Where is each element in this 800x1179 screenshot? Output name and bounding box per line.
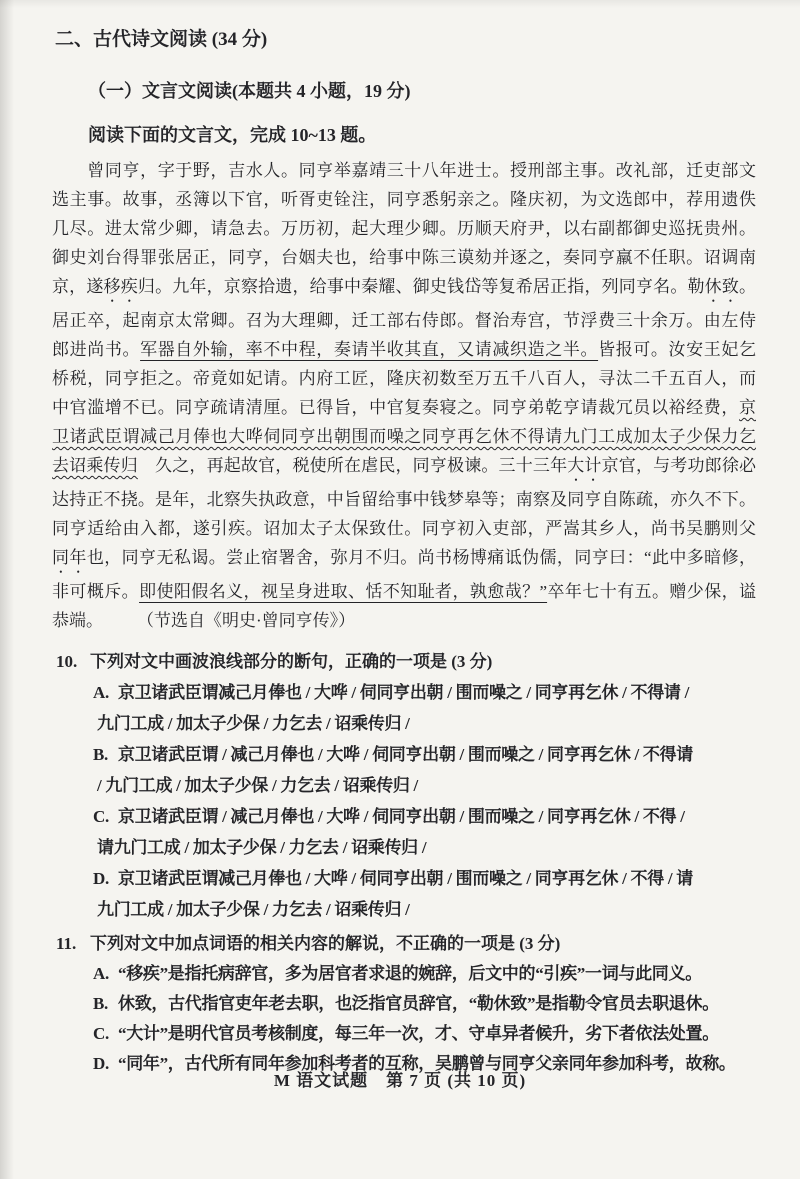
option-text: 京卫诸武臣谓 / 减己月俸也 / 大哗 / 伺同亨出朝 / 围而噪之 / 同亨再乞休 / 不得请 bbox=[118, 745, 693, 764]
option-text: 休致，古代指官吏年老去职，也泛指官员辞官，“勒休致”是指勒令官员去职退休。 bbox=[118, 994, 719, 1013]
option-label: A. bbox=[93, 683, 109, 702]
option-line bbox=[0, 959, 800, 989]
option-B bbox=[0, 739, 800, 801]
wavy-underlined-text: 京 bbox=[739, 398, 756, 417]
option-line: 九门工成 / 加太子少保 / 力乞去 / 诏乘传归 / bbox=[97, 714, 410, 733]
passage-segment: 几尽。进太常少卿，请急去。万历初，起大理少卿。历顺天府尹，以右副都御史巡抚贵州。 bbox=[52, 219, 756, 238]
underlined-text: 即使阳假名义，视呈身进取、恬不知耻者，孰愈哉？” bbox=[139, 582, 548, 601]
passage-line bbox=[52, 606, 756, 635]
passage-line bbox=[52, 422, 756, 451]
passage-line bbox=[52, 577, 756, 606]
option-text: 京卫诸武臣谓减己月俸也 / 大哗 / 伺同亨出朝 / 围而噪之 / 同亨再乞休 / 不得 / 请 bbox=[118, 869, 693, 888]
question-stem: 下列对文中画波浪线部分的断句，正确的一项是 (3 分) bbox=[90, 652, 493, 671]
option-D bbox=[0, 863, 800, 925]
passage-segment: 卒年七十有五。赠少保，谥 bbox=[547, 582, 757, 601]
question-stem: 下列对文中加点词语的相关内容的解说，不正确的一项是 (3 分) bbox=[90, 934, 561, 953]
option-C bbox=[0, 1019, 800, 1049]
option-label: B. bbox=[93, 994, 108, 1013]
passage-segment: 桥税，同亨拒之。帝竟如妃请。内府工匠，隆庆初数至万五千八百人，寻汰二千五百人，而 bbox=[52, 369, 756, 388]
option-line: / 九门工成 / 加太子少保 / 力乞去 / 诏乘传归 / bbox=[97, 776, 418, 795]
option-label: D. bbox=[93, 869, 109, 888]
passage-segment: 同亨适给由入都，遂引疾。诏加太子太保致仕。同亨初入吏部，严嵩其乡人，尚书吴鹏则父 bbox=[52, 519, 756, 538]
passage-segment: 皆报可。汝安王妃乞 bbox=[598, 340, 757, 359]
question-number: 11. bbox=[56, 934, 77, 953]
page-footer: M 语文试题 第 7 页 (共 10 页) bbox=[273, 1071, 527, 1090]
option-label: A. bbox=[93, 964, 109, 983]
option-line: 请九门工成 / 加太子少保 / 力乞去 / 诏乘传归 / bbox=[97, 838, 427, 857]
passage-segment: 恭端。 （节选自《明史·曾同亨传》） bbox=[52, 611, 356, 630]
question-11 bbox=[0, 929, 800, 1079]
passage-line bbox=[52, 306, 756, 335]
option-line bbox=[0, 801, 800, 832]
passage-segment: 归。九年，京察拾遗，给事中秦耀、御史钱岱等复希居正指，列同亨名。勒 bbox=[137, 277, 705, 296]
option-A bbox=[0, 959, 800, 989]
passage-segment: 选主事。故事，丞簿以下官，听胥吏铨注，同亨悉躬亲之。隆庆初，为文选郎中，荐用遗佚 bbox=[52, 190, 756, 209]
wavy-underlined-text: 去诏乘传归 bbox=[52, 456, 138, 475]
question-10 bbox=[0, 647, 800, 925]
passage-segment: 居正卒，起南京太常卿。召为大理卿，迁工部右侍郎。督治寿宫，节浮费三十余万。由左侍 bbox=[52, 311, 756, 330]
passage-segment: 京官，与考功郎徐必 bbox=[601, 456, 757, 475]
passage-line bbox=[52, 185, 756, 214]
dotted-emphasis-text: 移疾 bbox=[103, 277, 138, 296]
passage-line bbox=[52, 272, 756, 306]
option-label: D. bbox=[93, 1054, 109, 1073]
passage-line bbox=[52, 335, 756, 364]
option-text: “大计”是明代官员考核制度，每三年一次，才、守卓异者候升，劣下者依法处置。 bbox=[118, 1024, 719, 1043]
question-number: 10. bbox=[56, 652, 78, 671]
option-label: C. bbox=[93, 807, 109, 826]
section-title: 二、古代诗文阅读 (34 分) bbox=[55, 29, 268, 50]
passage-line bbox=[52, 543, 756, 577]
passage-segment: 曾同亨，字于野，吉水人。同亨举嘉靖三十八年进士。授刑部主事。改礼部，迁吏部文 bbox=[52, 161, 756, 180]
option-line bbox=[0, 739, 800, 770]
passage-line bbox=[52, 451, 756, 485]
underlined-text: 军器自外输，率不中程，奏请半收其直，又请减织造之半。 bbox=[140, 340, 599, 359]
option-text: “移疾”是指托病辞官，多为居官者求退的婉辞，后文中的“引疾”一词与此同义。 bbox=[118, 964, 702, 983]
passage-text bbox=[52, 156, 756, 635]
passage-line bbox=[52, 364, 756, 393]
option-line: 九门工成 / 加太子少保 / 力乞去 / 诏乘传归 / bbox=[97, 900, 410, 919]
option-line bbox=[0, 1019, 800, 1049]
question-stem-row bbox=[0, 647, 800, 677]
passage-segment: 京，遂 bbox=[52, 277, 104, 296]
option-text: 京卫诸武臣谓 / 减己月俸也 / 大哗 / 伺同亨出朝 / 围而噪之 / 同亨再乞休 / 不得 / bbox=[118, 807, 685, 826]
passage-segment: 非可概斥。 bbox=[52, 582, 140, 601]
option-line bbox=[0, 989, 800, 1019]
passage-line bbox=[52, 243, 756, 272]
option-label: C. bbox=[93, 1024, 109, 1043]
option-A bbox=[0, 677, 800, 739]
option-C bbox=[0, 801, 800, 863]
passage-line bbox=[52, 156, 756, 185]
dotted-emphasis-text: 大计 bbox=[567, 456, 602, 475]
passage-segment: 久之，再起故官，税使所在虐民，同亨极谏。三十三年 bbox=[137, 456, 568, 475]
passage-intro: 阅读下面的文言文，完成 10~13 题。 bbox=[88, 125, 377, 145]
passage-segment: 达持正不挠。是年，北察失执政意，中旨留给事中钱梦皋等；南察及同亨自陈疏，亦久不下。 bbox=[52, 490, 756, 509]
option-label: B. bbox=[93, 745, 108, 764]
passage-segment: 郎进尚书。 bbox=[52, 340, 141, 359]
passage-line bbox=[52, 514, 756, 543]
wavy-underlined-text: 卫诸武臣谓减己月俸也大哗伺同亨出朝围而噪之同亨再乞休不得请九门工成加太子少保力乞 bbox=[52, 427, 756, 446]
question-stem-row bbox=[0, 929, 800, 959]
passage-segment: 御史刘台得罪张居正，同亨，台姻夫也，给事中陈三谟劾并逐之，奏同亨羸不任职。诏调南 bbox=[52, 248, 756, 267]
passage-line bbox=[52, 393, 756, 422]
option-line bbox=[0, 677, 800, 708]
option-text: 京卫诸武臣谓减己月俸也 / 大哗 / 伺同亨出朝 / 围而噪之 / 同亨再乞休 / 不得请 / bbox=[118, 683, 689, 702]
passage-segment: 中官滥增不已。同亨疏请清厘。已得旨，中官复奏寝之。同亨弟乾亨请裁冗员以裕经费， bbox=[52, 398, 739, 417]
option-text: “同年”，古代所有同年参加科考者的互称，吴鹏曾与同亨父亲同年参加科考，故称。 bbox=[118, 1054, 736, 1073]
dotted-emphasis-text: 同年 bbox=[52, 548, 87, 567]
passage-line bbox=[52, 214, 756, 243]
passage-segment: 。 bbox=[739, 277, 757, 296]
option-line bbox=[0, 863, 800, 894]
option-B bbox=[0, 989, 800, 1019]
questions bbox=[0, 647, 800, 1079]
passage-segment: 也，同亨无私谒。尝止宿署舍，弥月不归。尚书杨博痛诋伪儒，同亨曰：“此中多暗修， bbox=[86, 548, 757, 567]
passage-line bbox=[52, 485, 756, 514]
subsection-title: （一）文言文阅读(本题共 4 小题，19 分) bbox=[88, 81, 411, 101]
dotted-emphasis-text: 休致 bbox=[704, 277, 740, 296]
